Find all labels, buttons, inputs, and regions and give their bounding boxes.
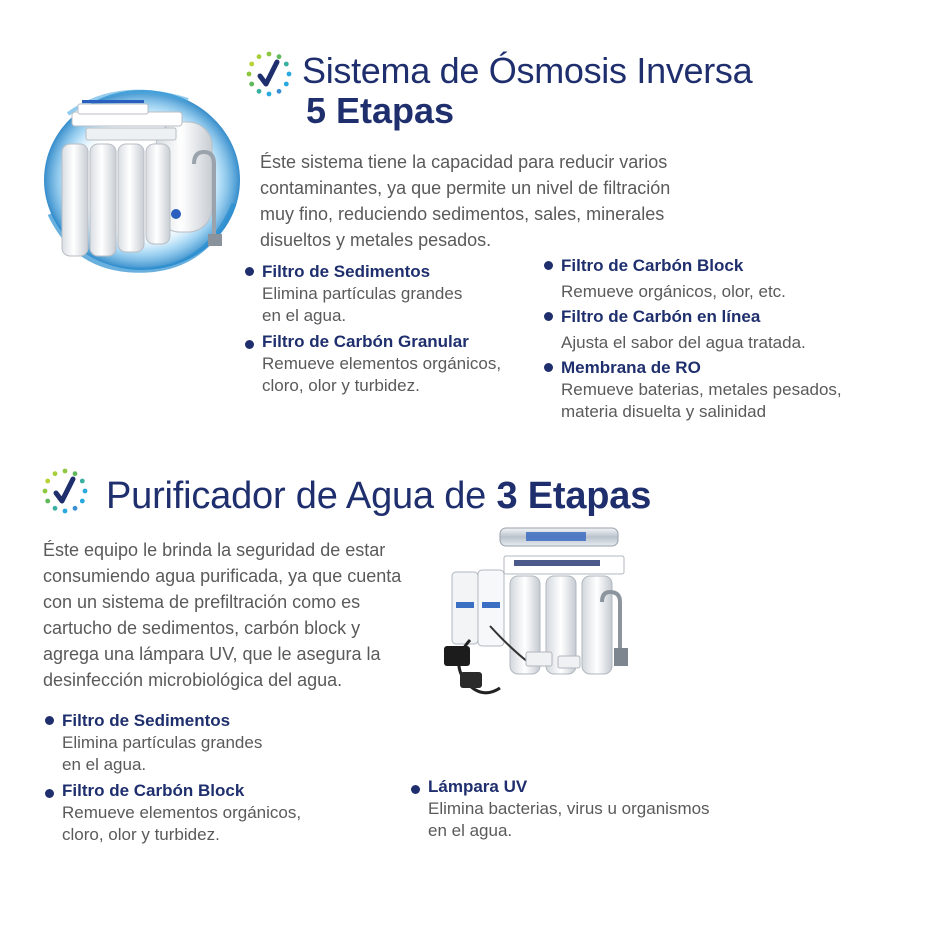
- bullet: [544, 363, 553, 372]
- feature-ro-membrane: [561, 357, 842, 423]
- feature-sediment-filter: [262, 261, 462, 327]
- feature-desc: Remueve elementos orgánicos,: [262, 354, 502, 373]
- desc-line: muy fino, reduciendo sedimentos, sales, minerales: [260, 204, 665, 224]
- desc-line: agrega una lámpara UV, que le asegura la: [43, 644, 381, 664]
- feature-title: Filtro de Sedimentos: [62, 711, 231, 730]
- feature-title: Filtro de Sedimentos: [262, 262, 431, 281]
- bullet: [45, 716, 54, 725]
- section1-description: [260, 149, 730, 253]
- uv-purifier-system-image: [430, 522, 640, 712]
- check-badge-icon: [41, 467, 89, 515]
- feature-desc: en el agua.: [62, 755, 147, 774]
- section2-title-prefix: Purificador de Agua de: [106, 475, 497, 517]
- feature-uv-lamp: [428, 776, 710, 842]
- desc-line: con un sistema de prefiltración como es: [43, 592, 361, 612]
- section1-title: Sistema de Ósmosis Inversa: [302, 50, 753, 91]
- desc-line: desinfección microbiológica del agua.: [43, 670, 343, 690]
- desc-line: Éste equipo le brinda la seguridad de estar: [43, 540, 386, 560]
- feature-desc: Remueve elementos orgánicos,: [62, 803, 302, 822]
- bullet: [411, 785, 420, 794]
- feature-desc: Elimina partículas grandes: [262, 284, 463, 303]
- feature-title: Filtro de Carbón Granular: [262, 332, 469, 351]
- feature-sediment-filter: [62, 710, 262, 776]
- feature-carbon-block-filter: [561, 255, 786, 303]
- bullet: [245, 340, 254, 349]
- feature-inline-carbon-filter: [561, 306, 806, 354]
- feature-carbon-block-filter: [62, 780, 301, 846]
- section2-title-bold: 3 Etapas: [496, 475, 652, 517]
- feature-desc: Elimina partículas grandes: [62, 733, 263, 752]
- desc-line: Éste sistema tiene la capacidad para reducir varios: [260, 152, 668, 172]
- feature-title: Membrana de RO: [561, 358, 701, 377]
- feature-desc: Ajusta el sabor del agua tratada.: [561, 333, 806, 352]
- desc-line: disueltos y metales pesados.: [260, 230, 492, 250]
- feature-desc: Remueve baterias, metales pesados,: [561, 380, 842, 399]
- bullet: [45, 789, 54, 798]
- feature-title: Filtro de Carbón Block: [62, 781, 245, 800]
- feature-desc: Remueve orgánicos, olor, etc.: [561, 282, 786, 301]
- feature-desc: cloro, olor y turbidez.: [262, 376, 420, 395]
- feature-title: Filtro de Carbón Block: [561, 256, 744, 275]
- desc-line: consumiendo agua purificada, ya que cuenta: [43, 566, 402, 586]
- feature-title: Lámpara UV: [428, 777, 528, 796]
- feature-desc: Elimina bacterias, virus u organismos: [428, 799, 710, 818]
- section2-description: [43, 537, 423, 693]
- feature-granular-carbon-filter: [262, 331, 501, 397]
- check-badge-icon: [245, 50, 293, 98]
- desc-line: contaminantes, ya que permite un nivel de filtración: [260, 178, 671, 198]
- feature-desc: en el agua.: [428, 821, 513, 840]
- section2-title: [106, 474, 651, 518]
- feature-title: Filtro de Carbón en línea: [561, 307, 761, 326]
- bullet: [544, 312, 553, 321]
- bullet: [544, 261, 553, 270]
- feature-desc: cloro, olor y turbidez.: [62, 825, 220, 844]
- feature-desc: materia disuelta y salinidad: [561, 402, 767, 421]
- desc-line: cartucho de sedimentos, carbón block y: [43, 618, 361, 638]
- bullet: [245, 267, 254, 276]
- section1-subtitle: 5 Etapas: [306, 90, 455, 131]
- feature-desc: en el agua.: [262, 306, 347, 325]
- reverse-osmosis-system-image: [38, 84, 243, 276]
